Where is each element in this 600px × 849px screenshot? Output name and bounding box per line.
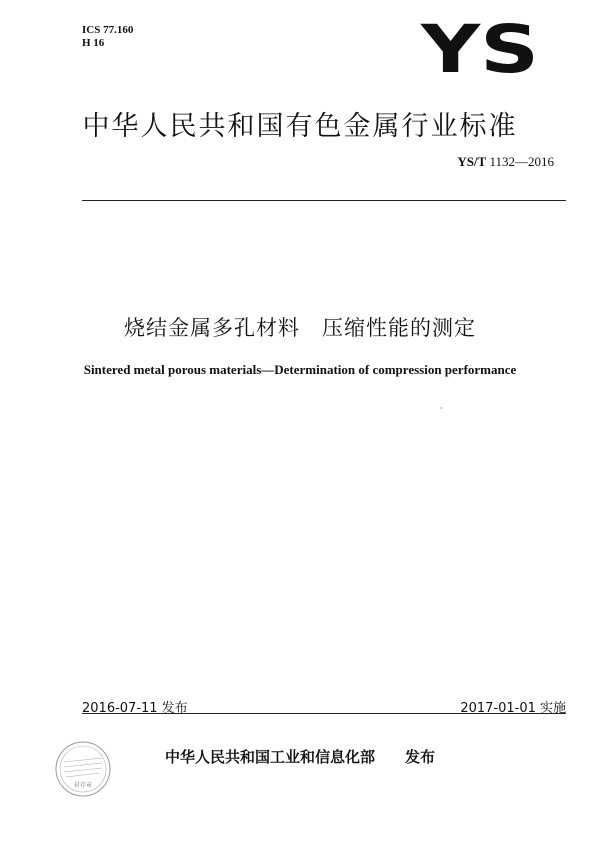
stamp-text: 封存章 xyxy=(73,782,93,789)
issue-date: 2016-07-11 发布 xyxy=(82,701,188,716)
standard-number-suffix: 1132—2016 xyxy=(486,154,554,169)
issuing-authority: 中华人民共和国工业和信息化部 发布 xyxy=(164,748,435,766)
bottom-divider xyxy=(82,713,566,714)
ics-code: ICS 77.160 xyxy=(82,24,134,36)
standard-number xyxy=(457,154,554,170)
ccs-code: H 16 xyxy=(82,37,105,49)
ys-logo xyxy=(420,18,540,78)
standard-title: 中华人民共和国有色金属行业标准 xyxy=(82,111,518,142)
document-title-en: Sintered metal porous materials—Determination of compression performance xyxy=(83,362,517,377)
implementation-date: 2017-01-01 实施 xyxy=(460,701,566,716)
ys-logo-text: YS xyxy=(420,18,539,78)
classification-codes xyxy=(82,24,133,50)
document-title-cn: 烧结金属多孔材料 压缩性能的测定 xyxy=(124,316,476,340)
top-divider xyxy=(82,200,566,201)
scan-speck xyxy=(440,407,442,409)
standard-number-prefix: YS/T xyxy=(457,154,487,169)
